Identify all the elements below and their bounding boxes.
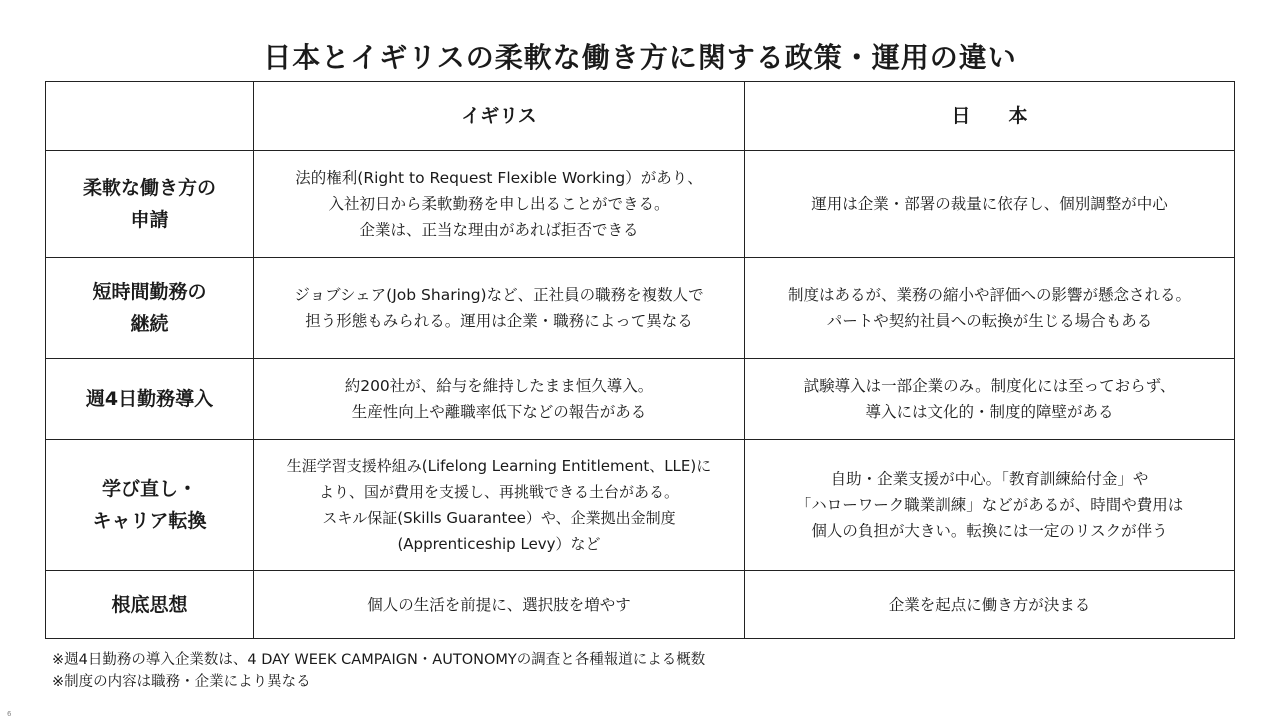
row-label-philosophy: 根底思想 xyxy=(46,571,254,639)
table-row xyxy=(46,440,1235,571)
table-row xyxy=(46,151,1235,258)
row-label-reskilling: 学び直し・ キャリア転換 xyxy=(46,440,254,571)
cell-uk-short-hours: ジョブシェア(Job Sharing)など、正社員の職務を複数人で 担う形態もみられる。運用は企業・職務によって異なる xyxy=(254,258,745,359)
cell-jp-reskilling: 自助・企業支援が中心。「教育訓練給付金」や 「ハローワーク職業訓練」などがあるが、時間や費用は 個人の負担が大きい。転換には一定のリスクが伴う xyxy=(745,440,1235,571)
table-header-row xyxy=(46,82,1235,151)
footnote: ※週4日勤務の導入企業数は、4 DAY WEEK CAMPAIGN・AUTONOMYの調査と各種報道による概数 xyxy=(52,652,706,668)
row-label-four-day-week: 週4日勤務導入 xyxy=(46,359,254,440)
cell-jp-philosophy: 企業を起点に働き方が決まる xyxy=(745,571,1235,639)
footnote: ※制度の内容は職務・企業により異なる xyxy=(52,674,311,690)
page-title: 日本とイギリスの柔軟な働き方に関する政策・運用の違い xyxy=(263,41,1017,74)
cell-uk-philosophy: 個人の生活を前提に、選択肢を増やす xyxy=(254,571,745,639)
table-row xyxy=(46,258,1235,359)
cell-uk-reskilling: 生涯学習支援枠組み(Lifelong Learning Entitlement、LLE)に より、国が費用を支援し、再挑戦できる土台がある。 スキル保証(Skills Guarantee）や、企業拠出金制度 (Apprenticeship Levy）など xyxy=(254,440,745,571)
table-row xyxy=(46,359,1235,440)
comparison-table xyxy=(45,81,1235,639)
table-row xyxy=(46,571,1235,639)
cell-uk-flexible-work: 法的権利(Right to Request Flexible Working）があり、 入社初日から柔軟勤務を申し出ることができる。 企業は、正当な理由があれば拒否できる xyxy=(254,151,745,258)
header-cell-empty xyxy=(46,82,254,151)
header-japan: 日 本 xyxy=(745,82,1235,151)
cell-jp-flexible-work: 運用は企業・部署の裁量に依存し、個別調整が中心 xyxy=(745,151,1235,258)
header-uk: イギリス xyxy=(254,82,745,151)
cell-uk-four-day-week: 約200社が、給与を維持したまま恒久導入。 生産性向上や離職率低下などの報告がある xyxy=(254,359,745,440)
cell-jp-four-day-week: 試験導入は一部企業のみ。制度化には至っておらず、 導入には文化的・制度的障壁がある xyxy=(745,359,1235,440)
footnotes xyxy=(52,649,705,693)
cell-jp-short-hours: 制度はあるが、業務の縮小や評価への影響が懸念される。 パートや契約社員への転換が生じる場合もある xyxy=(745,258,1235,359)
row-label-flexible-work: 柔軟な働き方の 申請 xyxy=(46,151,254,258)
page-number: 6 xyxy=(7,710,12,718)
row-label-short-hours: 短時間勤務の 継続 xyxy=(46,258,254,359)
